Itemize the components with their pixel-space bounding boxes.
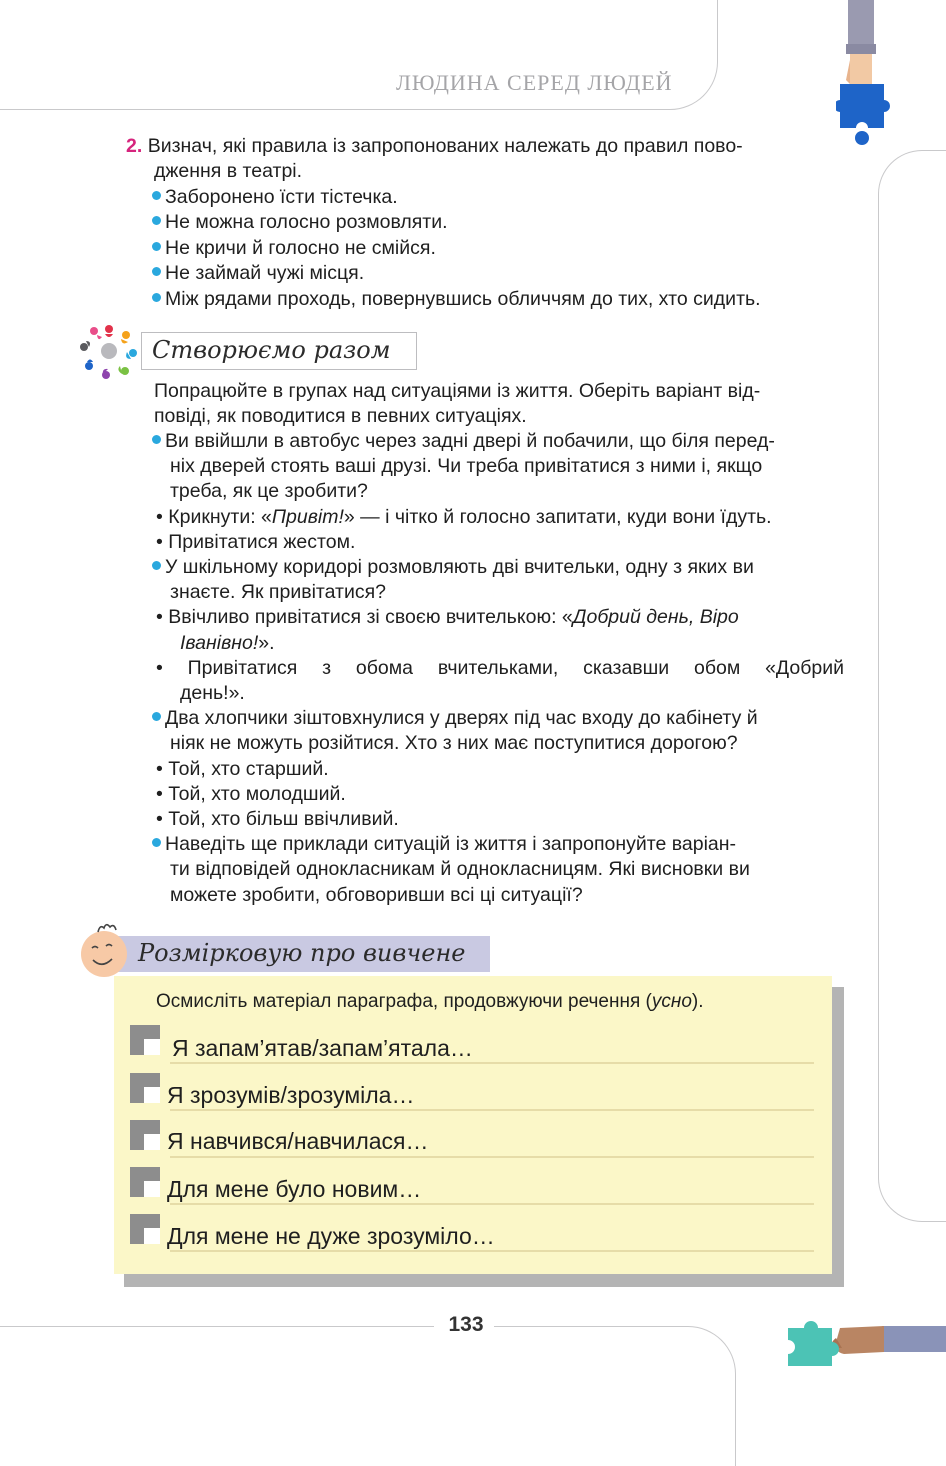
- situation-2-line-1: У шкільному коридорі розмовляють дві вчительки, одну з яких ви: [152, 555, 754, 580]
- situation-3-option-1: • Той, хто старший.: [156, 758, 329, 780]
- prompt-2: Я зрозумів/зрозуміла…: [167, 1082, 415, 1108]
- bullet-icon: [152, 712, 161, 721]
- teamwork-icon: [78, 322, 140, 380]
- prompt-3: Я навчився/навчилася…: [167, 1128, 429, 1154]
- situation-1-line-1: Ви ввійшли в автобус через задні двері й побачили, що біля перед-: [152, 429, 775, 454]
- situation-3-line-2: ніяк не можуть розійтися. Хто з них має поступитися дорогою?: [170, 732, 738, 754]
- task-number: 2.: [126, 135, 143, 157]
- reflection-instruction: Осмисліть матеріал параграфа, продовжуючи речення (усно).: [156, 991, 704, 1012]
- list-item: Не займай чужі місця.: [152, 261, 364, 286]
- situation-1-option-1: • Крикнути: «Привіт!» — і чітко й голосно запитати, куди вони їдуть.: [156, 506, 772, 528]
- situation-3-option-3: • Той, хто більш ввічливий.: [156, 808, 399, 830]
- bullet-icon: [152, 242, 161, 251]
- prompt-5: Для мене не дуже зрозуміло…: [167, 1223, 495, 1249]
- situation-3-line-1: Два хлопчики зіштовхнулися у дверях під час входу до кабінету й: [152, 706, 758, 731]
- task-2-line-1: 2. Визнач, які правила із запропонованих належать до правил пово-: [126, 135, 743, 157]
- checkbox-icon[interactable]: [130, 1073, 160, 1103]
- situation-2-option-1: • Ввічливо привітатися зі своєю вчителькою: «Добрий день, Віро: [156, 606, 739, 628]
- situation-2-option-2: • Привітатися з обома вчительками, сказавши обом «Добрий: [156, 657, 844, 679]
- answer-line: [170, 1203, 814, 1205]
- thinking-face-icon: [78, 922, 130, 978]
- situation-4-line-2: ти відповідей однокласникам й однокласницям. Які висновки ви: [170, 858, 750, 880]
- situation-1-line-2: ніх дверей стоять ваші друзі. Чи треба привітатися з ними і, якщо: [170, 455, 763, 477]
- prompt-4: Для мене було новим…: [167, 1176, 422, 1202]
- checkbox-icon[interactable]: [130, 1214, 160, 1244]
- situation-3-option-2: • Той, хто молодший.: [156, 783, 346, 805]
- checkbox-icon[interactable]: [130, 1167, 160, 1197]
- answer-line: [170, 1250, 814, 1252]
- prompt-1: Я запам’ятав/запам’ятала…: [172, 1035, 473, 1061]
- task-2-line-2: дження в театрі.: [154, 160, 303, 182]
- situation-2-option-1-cont: Іванівно!».: [180, 632, 275, 654]
- list-item: Між рядами проходь, повернувшись обличчям до тих, хто сидить.: [152, 287, 761, 312]
- answer-line: [170, 1062, 814, 1064]
- checkbox-icon[interactable]: [130, 1025, 160, 1055]
- bullet-icon: [152, 435, 161, 444]
- running-header: ЛЮДИНА СЕРЕД ЛЮДЕЙ: [396, 70, 673, 95]
- bullet-icon: [152, 216, 161, 225]
- page-frame-bottom-line: [0, 1326, 434, 1327]
- situation-2-line-2: знаєте. Як привітатися?: [170, 581, 387, 603]
- bullet-icon: [152, 191, 161, 200]
- section-2-title: Розмірковую про вивчене: [138, 939, 466, 967]
- situation-4-line-1: Наведіть ще приклади ситуацій із життя і запропонуйте варіан-: [152, 832, 736, 857]
- section-1-title: Створюємо разом: [152, 336, 391, 364]
- situation-1-option-2: • Привітатися жестом.: [156, 531, 356, 553]
- page-number: 133: [448, 1313, 484, 1336]
- list-item: Заборонено їсти тістечка.: [152, 185, 398, 210]
- list-item: Не можна голосно розмовляти.: [152, 210, 448, 235]
- bullet-icon: [152, 561, 161, 570]
- answer-line: [170, 1109, 814, 1111]
- situation-1-line-3: треба, як це зробити?: [170, 480, 368, 502]
- bullet-icon: [152, 267, 161, 276]
- situation-2-option-2-cont: день!».: [180, 682, 245, 704]
- checkbox-icon[interactable]: [130, 1120, 160, 1150]
- hand-puzzle-icon: [780, 1316, 946, 1372]
- hand-puzzle-icon: [836, 0, 890, 146]
- section-1-intro-2: повіді, як поводитися в певних ситуаціях.: [154, 405, 527, 427]
- section-1-intro-1: Попрацюйте в групах над ситуаціями із життя. Оберіть варіант від-: [154, 380, 761, 402]
- bullet-icon: [152, 293, 161, 302]
- situation-4-line-3: можете зробити, обговоривши всі ці ситуації?: [170, 884, 583, 906]
- list-item: Не кричи й голосно не смійся.: [152, 236, 436, 261]
- page-frame-right: [878, 150, 946, 1222]
- bullet-icon: [152, 838, 161, 847]
- answer-line: [170, 1156, 814, 1158]
- page-frame-bottom-right: [494, 1326, 736, 1466]
